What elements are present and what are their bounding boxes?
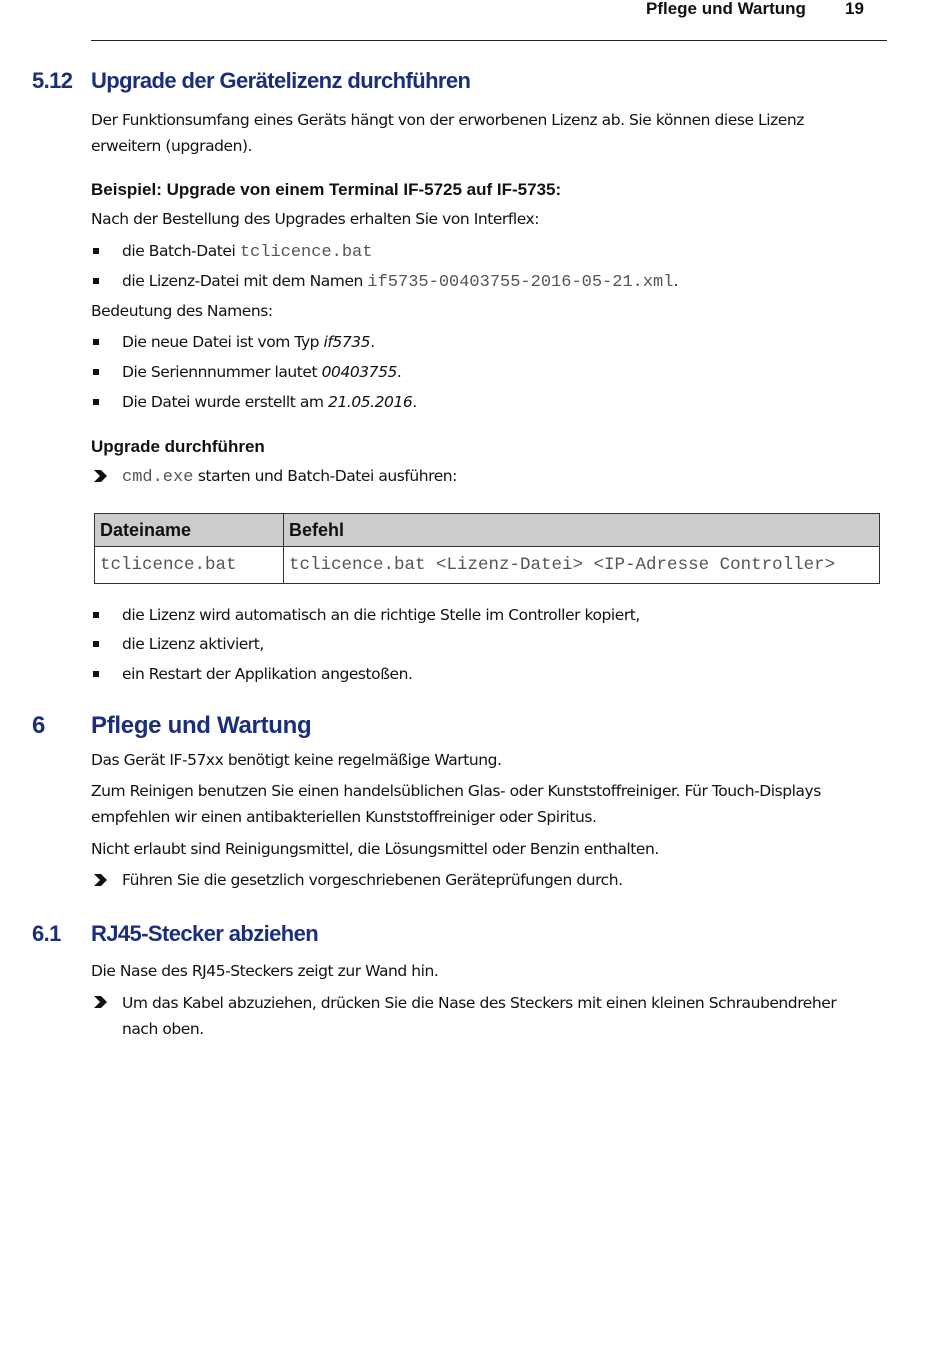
bullet-icon xyxy=(93,399,99,405)
chevron-right-icon xyxy=(92,995,108,1009)
running-header-title: Pflege und Wartung xyxy=(646,0,806,18)
list-item-text: die Lizenz wird automatisch an die richtige Stelle im Controller kopiert, xyxy=(122,606,640,624)
list-item-text: die Lizenz aktiviert, xyxy=(122,635,264,653)
cell-command: tclicence.bat <Lizenz-Datei> <IP-Adresse Controller> xyxy=(284,547,880,584)
chevron-right-icon xyxy=(92,873,108,887)
chevron-right-icon xyxy=(92,469,108,483)
paragraph: Das Gerät IF-57xx benötigt keine regelmäßige Wartung. xyxy=(91,751,502,769)
step-description: starten und Batch-Datei ausführen: xyxy=(193,467,457,485)
list-item-text xyxy=(122,392,417,412)
step-text xyxy=(122,466,457,488)
item-suffix: . xyxy=(673,272,678,290)
bullet-icon xyxy=(93,612,99,618)
column-header-command: Befehl xyxy=(284,514,880,547)
cell-filename: tclicence.bat xyxy=(95,547,284,584)
file-name-code: if5735-00403755-2016-05-21.xml xyxy=(367,273,674,292)
section-number: 6 xyxy=(32,712,46,739)
section-number: 5.12 xyxy=(32,68,73,93)
paragraph: Die Nase des RJ45-Steckers zeigt zur Wand hin. xyxy=(91,962,439,980)
item-suffix: . xyxy=(370,333,375,351)
step-text: Führen Sie die gesetzlich vorgeschriebenen Geräteprüfungen durch. xyxy=(122,871,623,889)
list-item-text: ein Restart der Applikation angestoßen. xyxy=(122,665,413,683)
item-value: if5735 xyxy=(323,333,371,351)
command-table xyxy=(94,513,880,584)
bullet-icon xyxy=(93,641,99,647)
item-prefix: die Batch-Datei xyxy=(122,242,240,260)
item-prefix: Die Seriennnummer lautet xyxy=(122,363,322,381)
section-number: 6.1 xyxy=(32,921,61,946)
page-number: 19 xyxy=(845,0,864,18)
list-item-text xyxy=(122,332,375,352)
bullet-icon xyxy=(93,339,99,345)
bullet-icon xyxy=(93,671,99,677)
bullet-icon xyxy=(93,278,99,284)
paragraph: Zum Reinigen benutzen Sie einen handelsüblichen Glas- oder Kunststoffreiniger. Für Touch-Displays empfehlen wir einen antibakteriellen Kunststoffreiniger oder Spiritus. xyxy=(91,782,821,826)
item-prefix: Die Datei wurde erstellt am xyxy=(122,393,329,411)
item-value: 21.05.2016 xyxy=(328,393,413,411)
list-item-text xyxy=(122,362,401,382)
list-item-text xyxy=(122,241,372,263)
bullet-icon xyxy=(93,248,99,254)
example-heading: Beispiel: Upgrade von einem Terminal IF-5725 auf IF-5735: xyxy=(91,180,562,199)
item-suffix: . xyxy=(412,393,417,411)
step-text: Um das Kabel abzuziehen, drücken Sie die Nase des Steckers mit einen kleinen Schraubendreher nach oben. xyxy=(122,994,837,1038)
item-suffix: . xyxy=(396,363,402,381)
section-intro: Der Funktionsumfang eines Geräts hängt von der erworbenen Lizenz ab. Sie können diese Lizenz erweitern (upgraden). xyxy=(91,111,804,155)
list-item-text xyxy=(122,271,678,293)
paragraph: Nicht erlaubt sind Reinigungsmittel, die Lösungsmittel oder Benzin enthalten. xyxy=(91,840,659,858)
bullet-icon xyxy=(93,369,99,375)
section-title: Upgrade der Gerätelizenz durchführen xyxy=(91,68,471,93)
header-divider xyxy=(91,40,887,41)
file-name-code: tclicence.bat xyxy=(239,243,373,262)
after-order-text: Nach der Bestellung des Upgrades erhalten Sie von Interflex: xyxy=(91,210,540,228)
column-header-filename: Dateiname xyxy=(95,514,284,547)
item-value: 00403755 xyxy=(321,363,397,381)
meaning-text: Bedeutung des Namens: xyxy=(91,302,273,320)
table-row xyxy=(95,547,880,584)
upgrade-heading: Upgrade durchführen xyxy=(91,437,265,456)
item-prefix: die Lizenz-Datei mit dem Namen xyxy=(122,272,368,290)
section-title: RJ45-Stecker abziehen xyxy=(91,921,319,946)
table-header-row xyxy=(95,514,880,547)
item-prefix: Die neue Datei ist vom Typ xyxy=(122,333,324,351)
command-code: cmd.exe xyxy=(122,468,194,487)
section-title: Pflege und Wartung xyxy=(91,712,312,739)
